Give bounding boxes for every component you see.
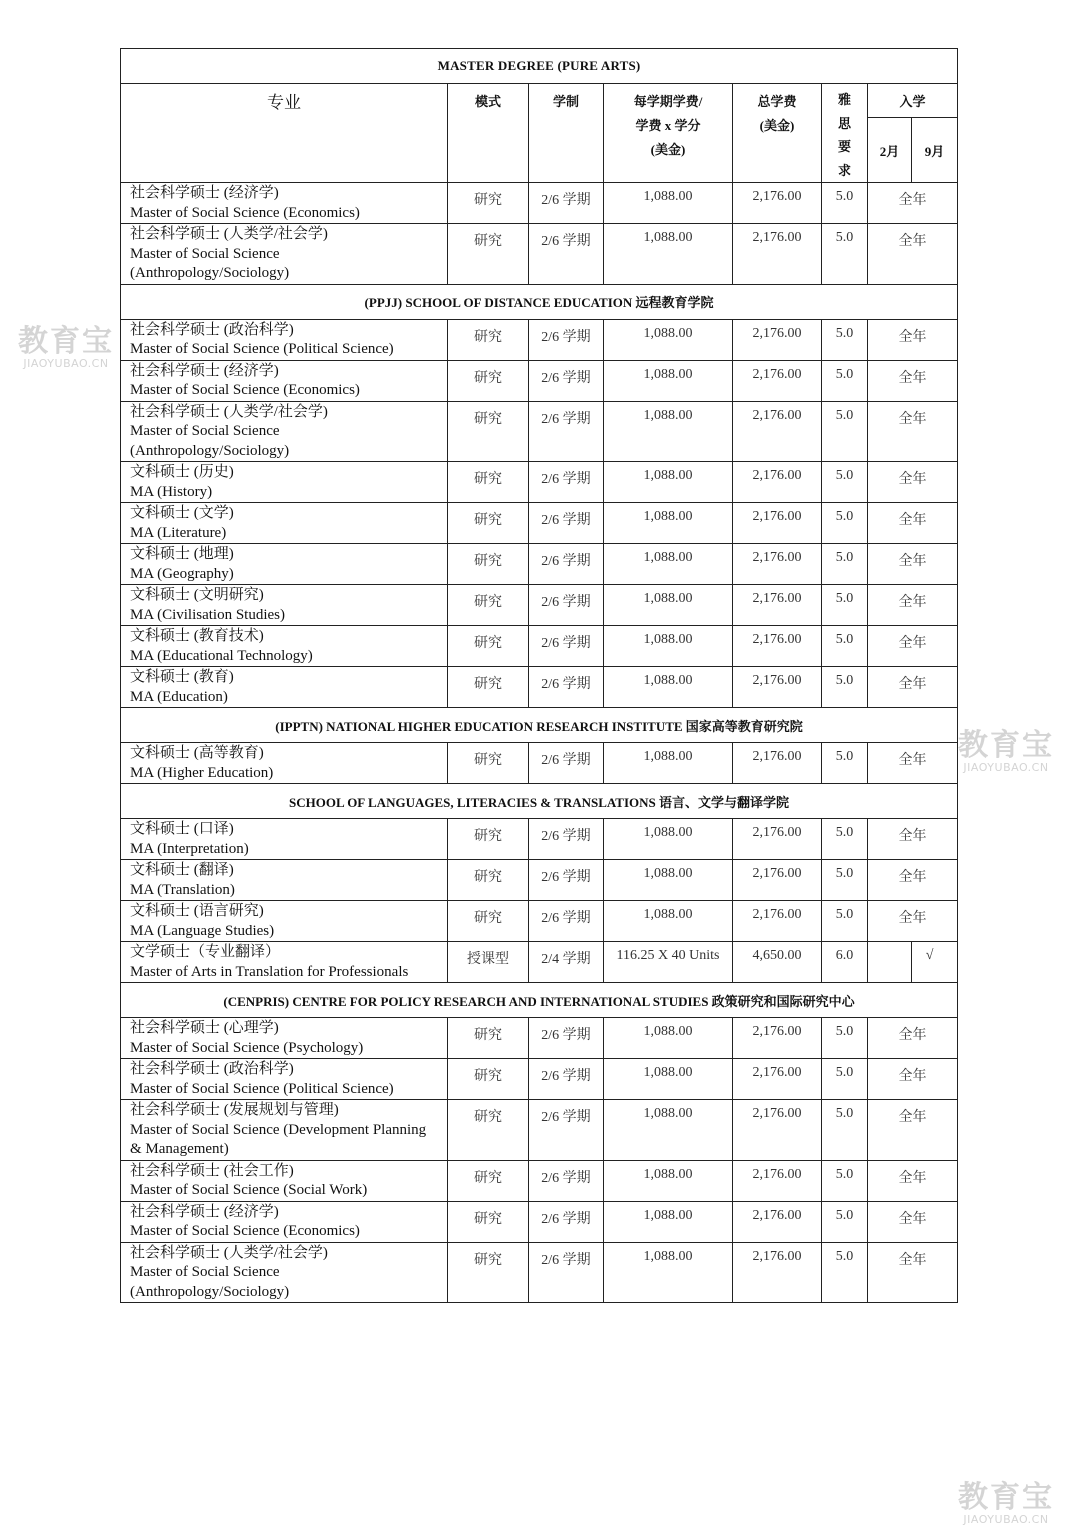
program-name-cell (121, 1059, 448, 1100)
table-title: MASTER DEGREE (PURE ARTS) (121, 49, 958, 84)
program-name-cell (121, 224, 448, 285)
program-name-cn: 文科硕士 (文学) (130, 505, 234, 521)
ielts-cell: 5.0 (822, 860, 868, 901)
total-fee-cell: 2,176.00 (733, 319, 822, 360)
table-row (121, 401, 958, 462)
ielts-cell: 5.0 (822, 626, 868, 667)
intake-cell: 全年 (868, 360, 958, 401)
program-name-cell (121, 585, 448, 626)
table-row (121, 860, 958, 901)
mode-cell: 授课型 (448, 942, 529, 983)
duration-cell: 2/6 学期 (529, 462, 604, 503)
intake-cell: 全年 (868, 544, 958, 585)
program-name-cn: 文科硕士 (口译) (130, 821, 234, 837)
table-row (121, 224, 958, 285)
program-name-cn: 文科硕士 (高等教育) (130, 745, 264, 761)
mode-cell: 研究 (448, 585, 529, 626)
table-row (121, 503, 958, 544)
program-name-cn: 文科硕士 (地理) (130, 546, 234, 562)
mode-cell: 研究 (448, 401, 529, 462)
mode-cell: 研究 (448, 1059, 529, 1100)
intake-feb-cell (868, 942, 912, 983)
mode-cell: 研究 (448, 1160, 529, 1201)
program-name-cn: 社会科学硕士 (政治科学) (130, 1061, 294, 1077)
program-name-cell (121, 183, 448, 224)
program-name-cn: 社会科学硕士 (社会工作) (130, 1162, 294, 1179)
program-name-cell (121, 1160, 448, 1201)
intake-cell: 全年 (868, 585, 958, 626)
program-name-cell (121, 462, 448, 503)
table-row (121, 1100, 958, 1161)
section-heading: (CENPRIS) CENTRE FOR POLICY RESEARCH AND INTERNATIONAL STUDIES 政策研究和国际研究中心 (121, 983, 958, 1018)
program-name-cell (121, 360, 448, 401)
intake-cell: 全年 (868, 503, 958, 544)
header-ielts: 雅 思 要 求 (822, 84, 868, 183)
program-name-cn: 社会科学硕士 (经济学) (130, 362, 279, 379)
mode-cell: 研究 (448, 503, 529, 544)
intake-cell: 全年 (868, 1018, 958, 1059)
intake-sep-cell: √ (912, 942, 958, 983)
program-name-cn: 文科硕士 (教育) (130, 669, 234, 685)
total-fee-cell: 2,176.00 (733, 1242, 822, 1303)
total-fee-cell: 2,176.00 (733, 667, 822, 708)
program-name-cn: 文学硕士（专业翻译） (130, 944, 281, 960)
ielts-cell: 5.0 (822, 743, 868, 784)
program-name-cn: 文科硕士 (翻译) (130, 862, 234, 878)
total-fee-cell: 2,176.00 (733, 1059, 822, 1100)
program-name-en: Master of Social Science (Economics) (130, 204, 360, 221)
table-row (121, 1160, 958, 1201)
table-row (121, 667, 958, 708)
program-name-en: MA (History) (130, 483, 213, 500)
intake-cell: 全年 (868, 1100, 958, 1161)
mode-cell: 研究 (448, 819, 529, 860)
program-name-cell (121, 626, 448, 667)
program-name-en: MA (Higher Education) (130, 764, 274, 781)
watermark-logo: 教育宝 JIAOYUBAO.CN (18, 324, 114, 370)
intake-cell: 全年 (868, 743, 958, 784)
intake-cell: 全年 (868, 1059, 958, 1100)
table-row (121, 1018, 958, 1059)
mode-cell: 研究 (448, 860, 529, 901)
program-name-en: Master of Social Science (Economics) (130, 1223, 360, 1239)
section-heading-row (121, 284, 958, 319)
program-name-cell (121, 319, 448, 360)
mode-cell: 研究 (448, 360, 529, 401)
intake-cell: 全年 (868, 1201, 958, 1242)
ielts-cell: 6.0 (822, 942, 868, 983)
fee-cell: 1,088.00 (604, 183, 733, 224)
duration-cell: 2/4 学期 (529, 942, 604, 983)
fee-cell: 1,088.00 (604, 1100, 733, 1161)
ielts-cell: 5.0 (822, 1160, 868, 1201)
total-fee-cell: 2,176.00 (733, 1100, 822, 1161)
duration-cell: 2/6 学期 (529, 1242, 604, 1303)
fee-cell: 1,088.00 (604, 544, 733, 585)
program-name-en: MA (Civilisation Studies) (130, 606, 286, 623)
header-total-fee: 总学费 (美金) (733, 84, 822, 183)
program-name-cn: 社会科学硕士 (经济学) (130, 1203, 279, 1220)
mode-cell: 研究 (448, 1201, 529, 1242)
duration-cell: 2/6 学期 (529, 1201, 604, 1242)
fee-cell: 116.25 X 40 Units (604, 942, 733, 983)
mode-cell: 研究 (448, 1242, 529, 1303)
fee-cell: 1,088.00 (604, 626, 733, 667)
ielts-cell: 5.0 (822, 819, 868, 860)
header-feb: 2月 (868, 118, 912, 183)
intake-cell: 全年 (868, 319, 958, 360)
fee-cell: 1,088.00 (604, 743, 733, 784)
ielts-cell: 5.0 (822, 1059, 868, 1100)
total-fee-cell: 2,176.00 (733, 1018, 822, 1059)
table-row (121, 360, 958, 401)
mode-cell: 研究 (448, 667, 529, 708)
intake-cell: 全年 (868, 462, 958, 503)
ielts-cell: 5.0 (822, 585, 868, 626)
intake-cell: 全年 (868, 819, 958, 860)
ielts-cell: 5.0 (822, 544, 868, 585)
program-name-en: Master of Social Science (Anthropology/Sociology) (130, 1264, 290, 1300)
mode-cell: 研究 (448, 319, 529, 360)
total-fee-cell: 2,176.00 (733, 183, 822, 224)
intake-cell: 全年 (868, 901, 958, 942)
program-name-cell (121, 860, 448, 901)
duration-cell: 2/6 学期 (529, 667, 604, 708)
program-name-cell (121, 819, 448, 860)
program-name-cn: 社会科学硕士 (人类学/社会学) (130, 403, 328, 420)
fee-cell: 1,088.00 (604, 860, 733, 901)
program-name-cn: 社会科学硕士 (发展规划与管理) (130, 1102, 339, 1118)
total-fee-cell: 2,176.00 (733, 224, 822, 285)
program-name-cn: 文科硕士 (历史) (130, 464, 234, 480)
section-heading-row (121, 708, 958, 743)
table-row (121, 183, 958, 224)
duration-cell: 2/6 学期 (529, 319, 604, 360)
fee-cell: 1,088.00 (604, 1242, 733, 1303)
total-fee-cell: 2,176.00 (733, 585, 822, 626)
program-name-cell (121, 901, 448, 942)
program-name-en: MA (Language Studies) (130, 922, 275, 939)
program-name-en: Master of Social Science (Economics) (130, 382, 360, 398)
fee-cell: 1,088.00 (604, 1160, 733, 1201)
program-name-cell (121, 1018, 448, 1059)
fee-cell: 1,088.00 (604, 901, 733, 942)
fee-cell: 1,088.00 (604, 667, 733, 708)
table-row (121, 544, 958, 585)
program-name-cell (121, 743, 448, 784)
fee-cell: 1,088.00 (604, 1018, 733, 1059)
ielts-cell: 5.0 (822, 503, 868, 544)
total-fee-cell: 2,176.00 (733, 1201, 822, 1242)
total-fee-cell: 2,176.00 (733, 544, 822, 585)
mode-cell: 研究 (448, 544, 529, 585)
mode-cell: 研究 (448, 901, 529, 942)
total-fee-cell: 2,176.00 (733, 503, 822, 544)
mode-cell: 研究 (448, 462, 529, 503)
table-row (121, 819, 958, 860)
table-row (121, 626, 958, 667)
intake-cell: 全年 (868, 860, 958, 901)
section-heading-row (121, 983, 958, 1018)
duration-cell: 2/6 学期 (529, 1018, 604, 1059)
total-fee-cell: 2,176.00 (733, 626, 822, 667)
duration-cell: 2/6 学期 (529, 743, 604, 784)
intake-cell: 全年 (868, 626, 958, 667)
duration-cell: 2/6 学期 (529, 901, 604, 942)
ielts-cell: 5.0 (822, 462, 868, 503)
mode-cell: 研究 (448, 1100, 529, 1161)
header-mode: 模式 (448, 84, 529, 183)
program-name-en: Master of Social Science (Social Work) (130, 1182, 368, 1198)
duration-cell: 2/6 学期 (529, 544, 604, 585)
fee-cell: 1,088.00 (604, 1201, 733, 1242)
table-row (121, 1201, 958, 1242)
program-name-en: MA (Geography) (130, 565, 234, 582)
table-row (121, 462, 958, 503)
ielts-cell: 5.0 (822, 183, 868, 224)
duration-cell: 2/6 学期 (529, 1100, 604, 1161)
program-name-cn: 文科硕士 (文明研究) (130, 587, 264, 603)
fee-cell: 1,088.00 (604, 360, 733, 401)
duration-cell: 2/6 学期 (529, 401, 604, 462)
header-major: 专业 (121, 84, 448, 183)
ielts-cell: 5.0 (822, 1018, 868, 1059)
duration-cell: 2/6 学期 (529, 1160, 604, 1201)
ielts-cell: 5.0 (822, 360, 868, 401)
total-fee-cell: 4,650.00 (733, 942, 822, 983)
program-name-cell (121, 1201, 448, 1242)
total-fee-cell: 2,176.00 (733, 401, 822, 462)
fee-cell: 1,088.00 (604, 503, 733, 544)
watermark-logo: 教育宝 JIAOYUBAO.CN (958, 728, 1054, 774)
program-name-cn: 社会科学硕士 (心理学) (130, 1020, 279, 1036)
ielts-cell: 5.0 (822, 401, 868, 462)
fee-cell: 1,088.00 (604, 819, 733, 860)
mode-cell: 研究 (448, 224, 529, 285)
mode-cell: 研究 (448, 743, 529, 784)
program-name-cn: 社会科学硕士 (人类学/社会学) (130, 226, 328, 242)
duration-cell: 2/6 学期 (529, 585, 604, 626)
program-name-cell (121, 1100, 448, 1161)
fee-table (120, 48, 958, 1303)
table-row (121, 743, 958, 784)
table-row (121, 901, 958, 942)
program-name-cn: 文科硕士 (语言研究) (130, 903, 264, 919)
mode-cell: 研究 (448, 1018, 529, 1059)
program-name-en: Master of Social Science (Anthropology/Sociology) (130, 423, 290, 459)
ielts-cell: 5.0 (822, 901, 868, 942)
total-fee-cell: 2,176.00 (733, 819, 822, 860)
intake-cell: 全年 (868, 1242, 958, 1303)
total-fee-cell: 2,176.00 (733, 1160, 822, 1201)
table-row (121, 1059, 958, 1100)
program-name-en: Master of Social Science (Psychology) (130, 1039, 364, 1056)
fee-cell: 1,088.00 (604, 319, 733, 360)
mode-cell: 研究 (448, 626, 529, 667)
fee-cell: 1,088.00 (604, 401, 733, 462)
program-name-en: Master of Social Science (Anthropology/Sociology) (130, 245, 290, 281)
header-fee-per-semester: 每学期学费/ 学费 x 学分 (美金) (604, 84, 733, 183)
section-heading: (PPJJ) SCHOOL OF DISTANCE EDUCATION 远程教育学院 (121, 284, 958, 319)
section-heading-row (121, 784, 958, 819)
section-heading: (IPPTN) NATIONAL HIGHER EDUCATION RESEARCH INSTITUTE 国家高等教育研究院 (121, 708, 958, 743)
duration-cell: 2/6 学期 (529, 860, 604, 901)
program-name-en: MA (Translation) (130, 881, 235, 898)
total-fee-cell: 2,176.00 (733, 860, 822, 901)
intake-cell: 全年 (868, 1160, 958, 1201)
program-name-cell (121, 401, 448, 462)
section-heading: SCHOOL OF LANGUAGES, LITERACIES & TRANSLATIONS 语言、文学与翻译学院 (121, 784, 958, 819)
program-name-en: Master of Social Science (Political Science) (130, 341, 394, 357)
duration-cell: 2/6 学期 (529, 183, 604, 224)
intake-cell: 全年 (868, 183, 958, 224)
program-name-cn: 文科硕士 (教育技术) (130, 628, 264, 644)
total-fee-cell: 2,176.00 (733, 901, 822, 942)
total-fee-cell: 2,176.00 (733, 743, 822, 784)
program-name-en: MA (Interpretation) (130, 840, 249, 857)
program-name-cell (121, 1242, 448, 1303)
ielts-cell: 5.0 (822, 1100, 868, 1161)
intake-cell: 全年 (868, 401, 958, 462)
program-name-en: Master of Social Science (Development Planning & Management) (130, 1121, 427, 1157)
fee-cell: 1,088.00 (604, 462, 733, 503)
ielts-cell: 5.0 (822, 667, 868, 708)
program-name-cell (121, 942, 448, 983)
total-fee-cell: 2,176.00 (733, 462, 822, 503)
duration-cell: 2/6 学期 (529, 503, 604, 544)
table-row (121, 319, 958, 360)
total-fee-cell: 2,176.00 (733, 360, 822, 401)
program-name-cell (121, 544, 448, 585)
ielts-cell: 5.0 (822, 1242, 868, 1303)
fee-table-container (120, 48, 957, 1303)
program-name-cell (121, 503, 448, 544)
table-row (121, 1242, 958, 1303)
duration-cell: 2/6 学期 (529, 360, 604, 401)
duration-cell: 2/6 学期 (529, 626, 604, 667)
program-name-en: MA (Literature) (130, 524, 227, 541)
ielts-cell: 5.0 (822, 1201, 868, 1242)
program-name-cn: 社会科学硕士 (政治科学) (130, 321, 294, 338)
ielts-cell: 5.0 (822, 224, 868, 285)
program-name-en: Master of Social Science (Political Science) (130, 1080, 394, 1097)
duration-cell: 2/6 学期 (529, 819, 604, 860)
header-sep: 9月 (912, 118, 958, 183)
ielts-cell: 5.0 (822, 319, 868, 360)
duration-cell: 2/6 学期 (529, 1059, 604, 1100)
duration-cell: 2/6 学期 (529, 224, 604, 285)
fee-cell: 1,088.00 (604, 1059, 733, 1100)
watermark-logo: 教育宝 JIAOYUBAO.CN (958, 1480, 1054, 1526)
header-intake: 入学 (868, 84, 958, 118)
program-name-en: Master of Arts in Translation for Professionals (130, 963, 409, 980)
program-name-cell (121, 667, 448, 708)
mode-cell: 研究 (448, 183, 529, 224)
program-name-cn: 社会科学硕士 (人类学/社会学) (130, 1244, 328, 1261)
intake-cell: 全年 (868, 224, 958, 285)
program-name-en: MA (Education) (130, 688, 228, 705)
intake-cell: 全年 (868, 667, 958, 708)
fee-cell: 1,088.00 (604, 585, 733, 626)
table-row (121, 942, 958, 983)
program-name-en: MA (Educational Technology) (130, 647, 313, 664)
program-name-cn: 社会科学硕士 (经济学) (130, 185, 279, 201)
header-duration: 学制 (529, 84, 604, 183)
fee-cell: 1,088.00 (604, 224, 733, 285)
table-row (121, 585, 958, 626)
